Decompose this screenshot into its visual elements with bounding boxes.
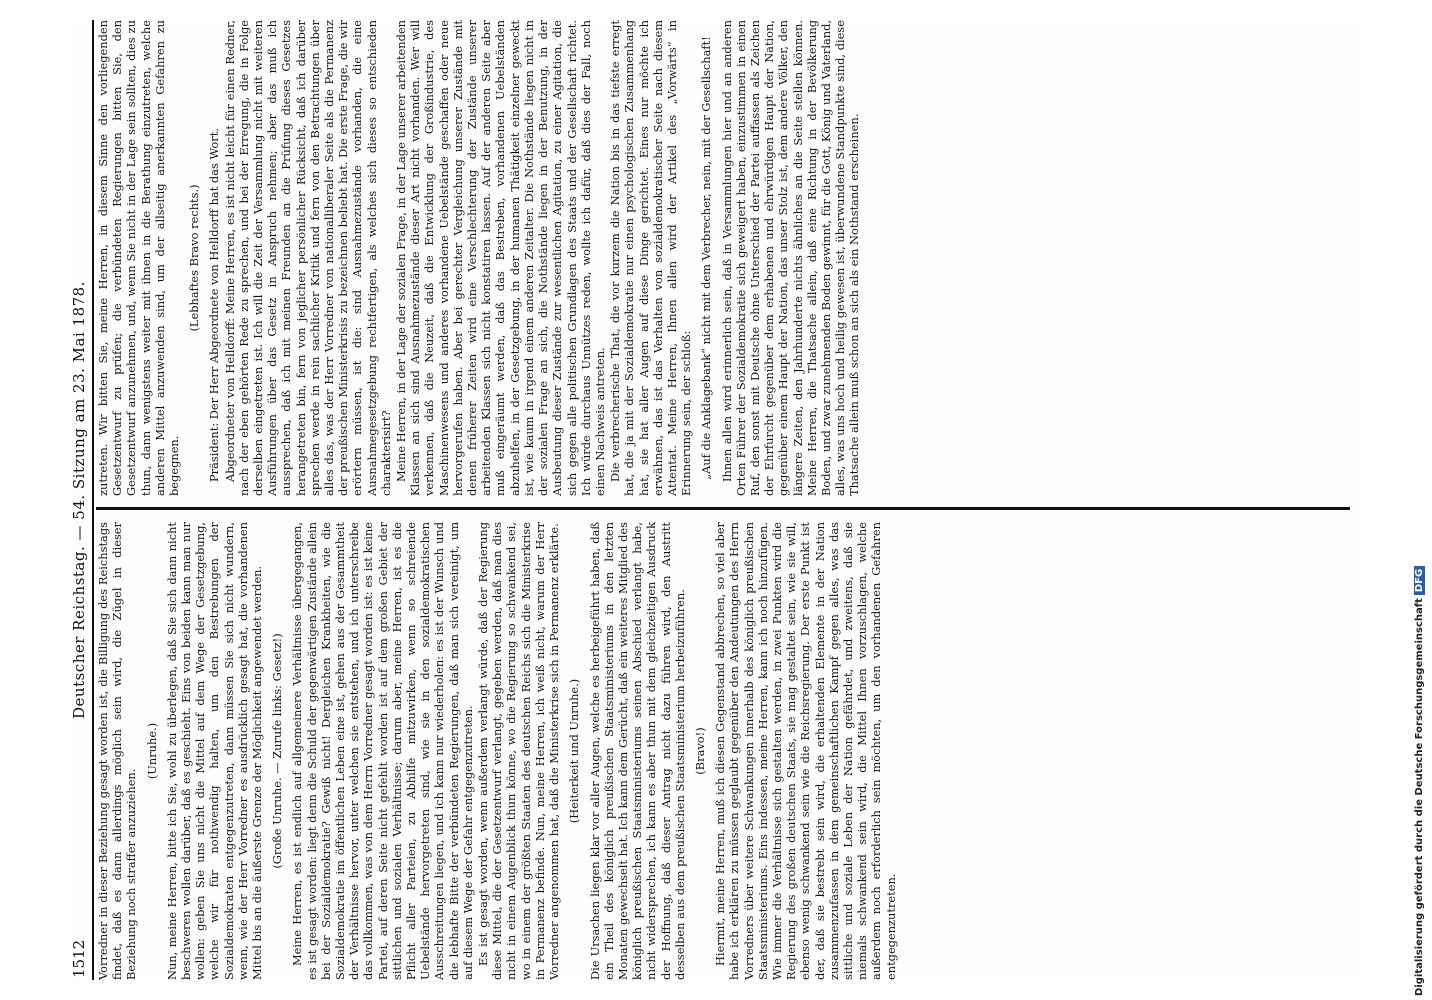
paragraph: zutreten. Wir bitten Sie, meine Herren, in diesem Sinne den vorliegenden Gesetzentwurf zu prüfen; die verbündeten Regierungen bitten Sie, den Gesetzentwurf anzunehmen, und, wenn Sie nicht in der Lage sein sollten, dies zu thun, dann wenigstens weiter mit ihnen in die Berathung einzutreten, welche anderen Mittel anzuwenden sind, um der allseitig anerkannten Gefahren zu begegnen. bbox=[96, 20, 182, 496]
stage-direction: „Auf die Anklagebank“ nicht mit dem Verbrecher, nein, mit der Gesellschaft! bbox=[699, 36, 714, 480]
stage-direction: (Bravo!) bbox=[692, 727, 707, 775]
dfg-logo: DFG bbox=[1414, 566, 1425, 595]
paragraph: Die verbrecherische That, die vor kurzem die Nation bis in das tiefste erregt hat, die ja mit der Sozialdemokratie nur einen psychologischen Zusammenhang hat, sie hat aller Augen auf diese Dinge gerichtet. Eines nur möchte ich erwähnen, das ist das Verhalten von sozialdemokratischer Seite nach diesem Attentat. Meine Herren, Ihnen allen wird der Artikel des „Vorwärts“ in Erinnerung sein, der schloß: bbox=[608, 20, 694, 496]
paragraph: Präsident: Der Herr Abgeordnete von Helldorff hat das Wort. bbox=[207, 128, 222, 482]
paragraph: Es ist gesagt worden, wenn außerdem verlangt würde, daß der Regierung diese Mittel, die der Gesetzentwurf verlangt, gegeben werden, daß man dies nicht in einem Augenblick thun könne, wo die Regierung so schwankend sei, wo in einem der größten Staaten des deutschen Reichs sich die Ministerkrise in Permanenz befinde. Nun, meine Herren, ich weiß nicht, warum der Herr Vorredner angenommen hat, daß die Ministerkrise sich in Permanenz erklärte. bbox=[476, 522, 562, 980]
column-divider bbox=[96, 507, 1350, 510]
stage-direction: (Heiterkeit und Unruhe.) bbox=[567, 678, 582, 824]
page-header bbox=[66, 20, 94, 980]
right-text-column bbox=[96, 20, 1348, 496]
stage-direction: (Lebhaftes Bravo rechts.) bbox=[187, 184, 202, 332]
scanned-newspaper-page bbox=[66, 20, 1366, 980]
page-number: 1512 bbox=[70, 939, 88, 978]
paragraph: Meine Herren, in der Lage der sozialen Frage, in der Lage unserer arbeitenden Klassen an sich sind Ausnahmezustände dieser Art nicht vorhanden. Wer will verkennen, daß die Neuzeit, daß die Entwicklung der Großindustrie, des Maschinenwesens und anderes vorhandene Uebelstände geschaffen oder neue hervorgerufen haben. Aber bei gerechter Vergleichung unserer Zustände mit denen früherer Zeiten wird eine Verschlechterung der Zustände unserer arbeitenden Klassen sich nicht konstatiren lassen. Auf der anderen Seite aber muß eingeräumt werden, daß das Bestreben, vorhandenen Uebelständen abzuhelfen, in der Gesetzgebung, in der humanen Thätigkeit einzelner geweckt ist, wie kaum in irgend einem anderen Zeitalter. Die Nothstände liegen nicht in der sozialen Frage an sich, die Nothstände liegen in der Benutzung, in der Ausbeutung dieser Zustände zur wesentlichen Agitation, zu einer Agitation, die sich gegen alle politischen Grundlagen des Staats und der Gesellschaft richtet. Ich würde durchaus Unnützes reden, wollte ich dafür, daß dies der Fall, noch einen Nachweis antreten. bbox=[394, 20, 607, 496]
paragraph: Hiermit, meine Herren, muß ich diesen Gegenstand abbrechen, so viel aber habe ich erklären zu müssen geglaubt gegenüber den Andeutungen des Herrn Vorredners über weitere Schwankungen innerhalb des königlich preußischen Staatsministeriums. Eins indessen, meine Herren, kann ich noch hinzufügen. Wie immer die Verhältnisse sich gestalten werden, in zwei Punkten wird die Regierung des großen deutschen Staats, sie mag gestaltet sein, wie sie will, ebenso wenig schwankend sein wie die Reichsregierung. Der erste Punkt ist der, daß sie bestrebt sein wird, die erhaltenden Elemente in der Nation zusammenzufassen in dem gemeinschaftlichen Kampf gegen alles, was das sittliche und soziale Leben der Nation gefährdet, und zweitens, daß sie niemals schwankend sein wird, die Mittel Ihnen vorzuschlagen, welche außerdem noch erforderlich sein möchten, um den vorhandenen Gefahren entgegenzutreten. bbox=[713, 522, 898, 980]
paragraph: Ihnen allen wird erinnerlich sein, daß in Versammlungen hier und an anderen Orten Führer der Sozialdemokratie sich geweigert haben, einzustimmen in einen Ruf, den sonst mit Deutsche ohne Unterschied der Partei auffassen als Zeichen der Ehrfurcht gegenüber dem erhabenen und ehrwürdigen Haupt der Nation, gegenüber einem Haupt der Nation, das unser Stolz ist, dem andere Völker, den längere Zeiten, den Jahrhunderte nichts ähnliches an die Seite stellen können. Meine Herren, die Thatsache allein, daß eine Richtung in der Bevölkerung Boden, und zwar zunehmenden Boden gewinnt, für die Gott, König und Vaterland, alles, was uns hoch und heilig gewesen ist, überwundene Standpunkte sind, diese Thatsache allein muß schon an sich als ein Nothstand erscheinen. bbox=[719, 20, 862, 496]
stage-direction: (Große Unruhe. — Zurufe links: Gesetz!) bbox=[270, 633, 285, 869]
page-title: Deutscher Reichstag. — 54. Sitzung am 23. Mai 1878. bbox=[70, 281, 88, 719]
paragraph: Vorredner in dieser Beziehung gesagt worden ist, die Billigung des Reichstags findet, daß es dann allerdings möglich sein wird, die Zügel in dieser Beziehung noch straffer anzuziehen. bbox=[96, 522, 139, 980]
paragraph: Die Ursachen liegen klar vor aller Augen, welche es herbeigeführt haben, daß ein Theil des königlich preußischen Staatsministeriums in den letzten Monaten gewechselt hat. Ich kann dem Gerücht, daß ein weiteres Mitglied des königlich preußischen Staatsministeriums seinen Abschied verlangt habe, nicht widersprechen, ich kann es aber thun mit dem gleichzeitigen Ausdruck der Hoffnung, daß dieser Antrag nicht dazu führen wird, den Austritt desselben aus dem preußischen Staatsministerium herbeizuführen. bbox=[587, 522, 687, 980]
funding-text: Digitalisierung gefördert durch die Deutsche Forschungsgemeinschaft bbox=[1414, 598, 1425, 996]
left-text-column bbox=[96, 522, 1348, 980]
paragraph: Meine Herren, es ist endlich auf allgemeinere Verhältnisse übergegangen, es ist gesagt worden: liegt denn die Schuld der gegenwärtigen Zustände allein bei der Sozialdemokratie? Gewiß nicht! Dergleichen Krankheiten, wie die Sozialdemokratie im öffentlichen Leben eine ist, gehen aus der Gesammtheit der Verhältnisse hervor, unter welchen sie entstehen, und ich unterschreibe das vollkommen, was von dem Herrn Vorredner gesagt worden ist: es ist keine Partei, auf deren Seite nicht gefehlt worden ist auf dem großen Gebiet der sittlichen und sozialen Verhältnisse; darum aber, meine Herren, ist es die Pflicht aller Parteien, zu Abhilfe mitzuwirken, wenn so schreiende Uebelstände hervorgetreten sind, wie sie in den sozialdemokratischen Ausschreitungen liegen, und ich kann nur wiederholen: es ist der Wunsch und die lebhafte Bitte der verbündeten Regierungen, daß man sich vereinigt, um auf diesem Wege der Gefahr entgegenzutreten. bbox=[290, 522, 475, 980]
paragraph: Abgeordneter von Helldorff: Meine Herren, es ist nicht leicht für einen Redner, nach der eben gehörten Rede zu sprechen, und bei der Erregung, die in Folge derselben eingetreten ist. Ich will die Zeit der Versammlung nicht mit weiteren Ausführungen über das Gesetz in Anspruch nehmen; aber das muß ich aussprechen, daß ich mit meinen Freunden an die Prüfung dieses Gesetzes herangetreten bin, fern von jeglicher persönlicher Rücksicht, daß ich darüber sprechen werde in rein sachlicher Kritik und fern von den Betrachtungen über alles das, was der Herr Vorredner von nationalliberaler Seite als die Permanenz der preußischen Ministerkrisis zu bezeichnen beliebt hat. Die erste Frage, die wir erörtern müssen, ist die: sind Ausnahmezustände vorhanden, die eine Ausnahmegesetzgebung rechtfertigen, als welches sich dieses so entschieden charakterisirt? bbox=[222, 20, 393, 496]
paragraph: Nun, meine Herren, bitte ich Sie, wohl zu überlegen, daß Sie sich dann nicht beschweren wollen darüber, daß es geschieht. Eins von beiden kann man nur wollen: geben Sie uns nicht die Mittel auf dem Wege der Gesetzgebung, welche wir für nothwendig halten, um den Bestrebungen der Sozialdemokraten entgegenzutreten, dann müssen Sie sich nicht wundern, wenn, wie der Herr Vorredner es ausdrücklich gesagt hat, die vorhandenen Mittel bis an die äußerste Grenze der Möglichkeit angewendet werden. bbox=[164, 522, 265, 980]
dfg-funding-note bbox=[1414, 566, 1425, 996]
stage-direction: (Unruhe.) bbox=[144, 722, 159, 780]
